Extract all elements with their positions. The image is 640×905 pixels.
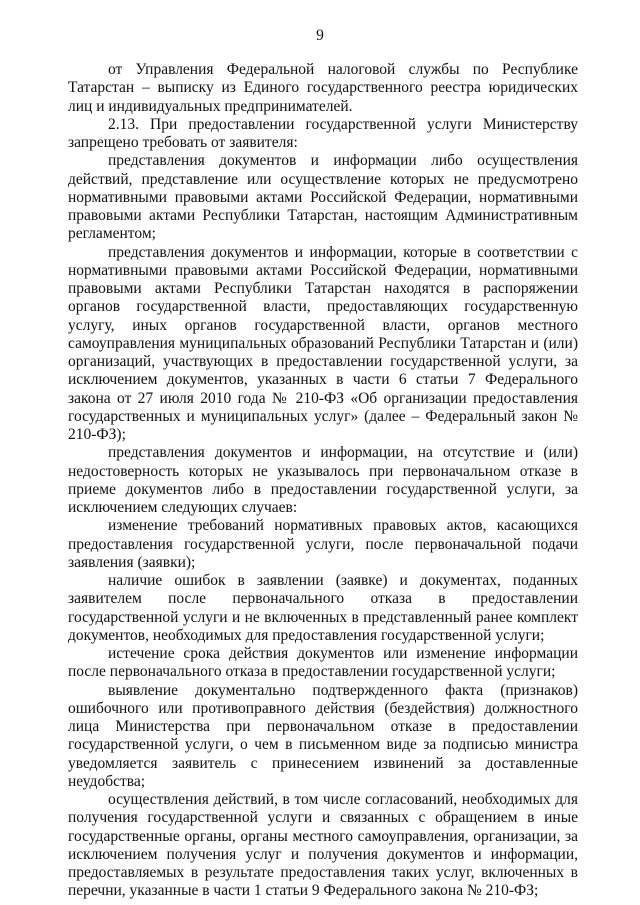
paragraph-documents-in-possession: представления документов и информации, которые в соответствии с нормативными правовыми актами Российской Федерации, нормативными правовыми актами Республики Татарстан находятся в распоряжении органов государственной власти, предоставляющих государственную услугу, иных органов государственной власти, органов местного самоуправления муниципальных образований Республики Татарстан и (или) организаций, участвующих в предоставлении государственной услуги, за исключением документов, указанных в части 6 статьи 7 Федерального закона от 27 июля 2010 года № 210-ФЗ «Об организации предоставления государственных и муниципальных услуг» (далее – Федеральный закон № 210-ФЗ); <box>68 243 578 443</box>
paragraph-approvals-actions: осуществления действий, в том числе согласований, необходимых для получения государственной услуги и связанных с обращением в иные государственные органы, органы местного самоуправления, организации, за исключением получения услуг и получения документов и информации, предоставляемых в результате предоставления таких услуг, включенных в перечни, указанные в части 1 статьи 9 Федерального закона № 210-ФЗ; <box>68 791 578 900</box>
paragraph-requirements-changed: изменение требований нормативных правовых актов, касающихся предоставления государственной услуги, после первоначальной подачи заявления (заявки); <box>68 517 578 571</box>
paragraph-erroneous-action: выявление документально подтвержденного факта (признаков) ошибочного или противоправного действия (бездействия) должностного лица Министерства при первоначальном отказе в предоставлении государственной услуги, о чем в письменном виде за подписью министра уведомляется заявитель с принесением извинений за доставленные неудобства; <box>68 681 578 790</box>
paragraph-document-expiry: истечение срока действия документов или изменение информации после первоначального отказа в предоставлении государственной услуги; <box>68 645 578 681</box>
paragraph-unprovided-documents: представления документов и информации либо осуществления действий, представление или осуществление которых не предусмотрено нормативными правовыми актами Российской Федерации, нормативными правовыми актами Республики Татарстан, настоящим Административным регламентом; <box>68 152 578 243</box>
paragraph-tax-service-extract: от Управления Федеральной налоговой службы по Республике Татарстан – выписку из Единого государственного реестра юридических лиц и индивидуальных предпринимателей. <box>68 61 578 115</box>
paragraph-not-indicated-at-refusal: представления документов и информации, на отсутствие и (или) недостоверность которых не указывалось при первоначальном отказе в приеме документов либо в предоставлении государственной услуги, за исключением следующих случаев: <box>68 444 578 516</box>
paragraph-2-13-prohibitions: 2.13. При предоставлении государственной услуги Министерству запрещено требовать от заявителя: <box>68 115 578 151</box>
page-number: 9 <box>316 27 324 44</box>
document-body <box>68 61 578 901</box>
paragraph-errors-in-application: наличие ошибок в заявлении (заявке) и документах, поданных заявителем после первоначального отказа в предоставлении государственной услуги и не включенных в представленный ранее комплект документов, необходимых для предоставления государственной услуги; <box>68 572 578 644</box>
